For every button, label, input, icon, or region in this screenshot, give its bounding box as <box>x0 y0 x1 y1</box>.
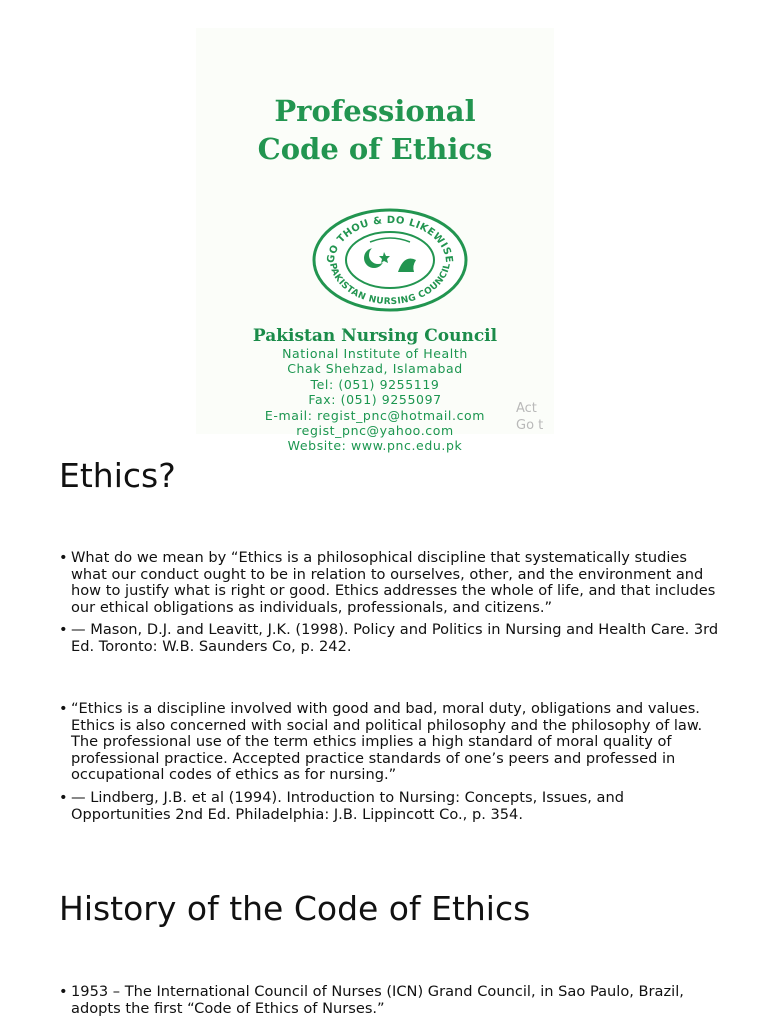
seal-top-text: GO THOU & DO LIKEWISE <box>325 214 455 264</box>
telephone-line: Tel: (051) 9255119 <box>310 376 440 392</box>
section-heading-ethics: Ethics? <box>59 456 176 495</box>
list-item: • What do we mean by “Ethics is a philosophical discipline that systematically studies what our conduct ought to be in relation to ourselves, other, and the environment and how to justify what is right or good. Ethics addresses the whole of life, and that includes our ethical obligations as individuals, professionals, and citizens.” <box>59 550 719 616</box>
website-line: Website: www.pnc.edu.pk <box>287 438 463 454</box>
watermark-text <box>516 400 543 434</box>
watermark-line1: Act <box>516 401 537 416</box>
address-line-city: Chak Shehzad, Islamabad <box>287 361 463 377</box>
organization-name: Pakistan Nursing Council <box>252 326 498 346</box>
watermark-line2: Go t <box>516 418 544 433</box>
list-item: • “Ethics is a discipline involved with good and bad, moral duty, obligations and values. Ethics is also concerned with social and political philosophy and the philosophy of law. The professional use of the term ethics implies a high standard of moral quality of professional practice. Accepted practice standards of one’s peers and professed in occupational codes of ethics as for nursing.” <box>59 701 719 784</box>
cover-image <box>196 28 554 454</box>
council-seal-icon <box>312 208 468 312</box>
list-item: • — Lindberg, J.B. et al (1994). Introduction to Nursing: Concepts, Issues, and Opportunities 2nd Ed. Philadelphia: J.B. Lippincott Co., p. 354. <box>59 790 719 823</box>
fax-line: Fax: (051) 9255097 <box>308 392 442 408</box>
cover-title-line2: Code of Ethics <box>257 132 493 166</box>
history-list <box>59 984 719 1023</box>
cover-title-line1: Professional <box>274 94 476 128</box>
email-line: E-mail: regist_pnc@hotmail.com <box>264 407 486 423</box>
list-item: • 1953 – The International Council of Nurses (ICN) Grand Council, in Sao Paulo, Brazil, adopts the first “Code of Ethics of Nurses.” <box>59 984 719 1017</box>
ethics-definition-list-1 <box>59 550 719 662</box>
section-heading-history: History of the Code of Ethics <box>59 889 531 928</box>
ethics-definition-list-2 <box>59 701 719 829</box>
address-line-institute: National Institute of Health <box>282 346 468 361</box>
organization-contact <box>196 346 554 454</box>
seal-bottom-text: PAKISTAN NURSING COUNCIL <box>327 262 453 308</box>
list-item: • — Mason, D.J. and Leavitt, J.K. (1998). Policy and Politics in Nursing and Health Care. 3rd Ed. Toronto: W.B. Saunders Co, p. 242. <box>59 622 719 655</box>
cover-title <box>196 92 554 168</box>
email-line-2: regist_pnc@yahoo.com <box>296 423 454 439</box>
